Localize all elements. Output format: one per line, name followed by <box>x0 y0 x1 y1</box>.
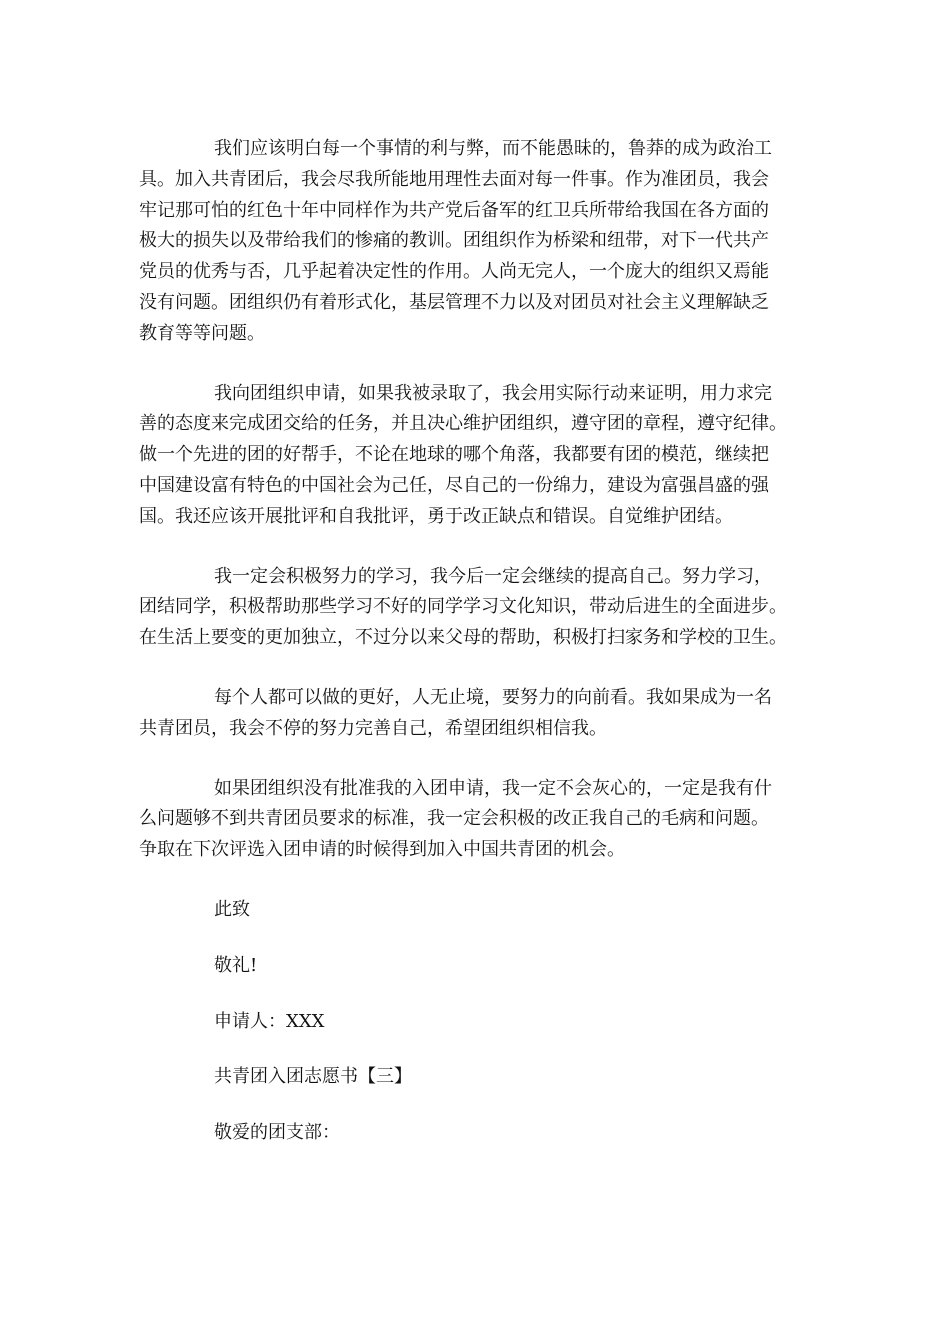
salutation-2 <box>139 951 819 982</box>
paragraph-spacer <box>139 533 819 562</box>
paragraph-1 <box>139 134 819 350</box>
paragraph-spacer <box>139 654 819 683</box>
text-line: 如果团组织没有批准我的入团申请，我一定不会灰心的，一定是我有什 <box>214 777 772 799</box>
paragraph-3 <box>139 562 819 654</box>
paragraph-2 <box>139 379 819 533</box>
text-line: 中国建设富有特色的中国社会为己任，尽自己的一份绵力，建设为富强昌盛的强 <box>139 474 769 496</box>
text-line: 国。我还应该开展批评和自我批评，勇于改正缺点和错误。自觉维护团结。 <box>139 505 733 527</box>
text-line: 我一定会积极努力的学习，我今后一定会继续的提高自己。努力学习， <box>214 565 772 587</box>
paragraph-spacer <box>139 1037 819 1062</box>
text-line: 善的态度来完成团交给的任务，并且决心维护团组织，遵守团的章程，遵守纪律。 <box>139 413 787 435</box>
text-line: 每个人都可以做的更好，人无止境，要努力的向前看。我如果成为一名 <box>214 686 772 708</box>
text-line: 我向团组织申请，如果我被录取了，我会用实际行动来证明，用力求完 <box>214 382 772 404</box>
paragraph-5 <box>139 774 819 866</box>
salutation-1 <box>139 895 819 926</box>
text-line: 我们应该明白每一个事情的利与弊，而不能愚昧的，鲁莽的成为政治工 <box>214 138 772 159</box>
text-line: 争取在下次评选入团申请的时候得到加入中国共青团的机会。 <box>139 839 625 861</box>
paragraph-spacer <box>139 926 819 951</box>
text-line: 么问题够不到共青团员要求的标准，我一定会积极的改正我自己的毛病和问题。 <box>139 808 769 830</box>
paragraph-spacer <box>139 350 819 379</box>
letter-body <box>139 134 819 1149</box>
text-line: 在生活上要变的更加独立，不过分以来父母的帮助，积极打扫家务和学校的卫生。 <box>139 627 787 649</box>
greeting-line <box>139 1118 819 1149</box>
heading-line: 共青团入团志愿书【三】 <box>214 1066 412 1088</box>
text-line: 具。加入共青团后，我会尽我所能地用理性去面对每一件事。作为准团员，我会 <box>139 168 769 190</box>
paragraph-spacer <box>139 745 819 774</box>
text-line: 团结同学，积极帮助那些学习不好的同学学习文化知识，带动后进生的全面进步。 <box>139 596 787 618</box>
closing-line: 申请人：XXX <box>214 1010 325 1032</box>
text-line: 做一个先进的团的好帮手，不论在地球的哪个角落，我都要有团的模范，继续把 <box>139 444 769 466</box>
paragraph-spacer <box>139 1093 819 1118</box>
text-line: 极大的损失以及带给我们的惨痛的教训。团组织作为桥梁和纽带，对下一代共产 <box>139 230 769 252</box>
paragraph-spacer <box>139 982 819 1007</box>
text-line: 牢记那可怕的红色十年中同样作为共产党后备军的红卫兵所带给我国在各方面的 <box>139 199 769 221</box>
text-line: 没有问题。团组织仍有着形式化，基层管理不力以及对团员对社会主义理解缺乏 <box>139 291 769 313</box>
paragraph-spacer <box>139 866 819 895</box>
paragraph-4 <box>139 683 819 745</box>
greeting-text: 敬爱的团支部： <box>214 1122 340 1144</box>
text-line: 党员的优秀与否，几乎起着决定性的作用。人尚无完人，一个庞大的组织又焉能 <box>139 261 769 283</box>
text-line: 共青团员，我会不停的努力完善自己，希望团组织相信我。 <box>139 717 607 739</box>
text-line: 教育等等问题。 <box>139 322 265 344</box>
closing-line: 敬礼! <box>214 954 258 976</box>
applicant-line <box>139 1007 819 1038</box>
section-title <box>139 1062 819 1093</box>
closing-line: 此致 <box>214 898 250 920</box>
